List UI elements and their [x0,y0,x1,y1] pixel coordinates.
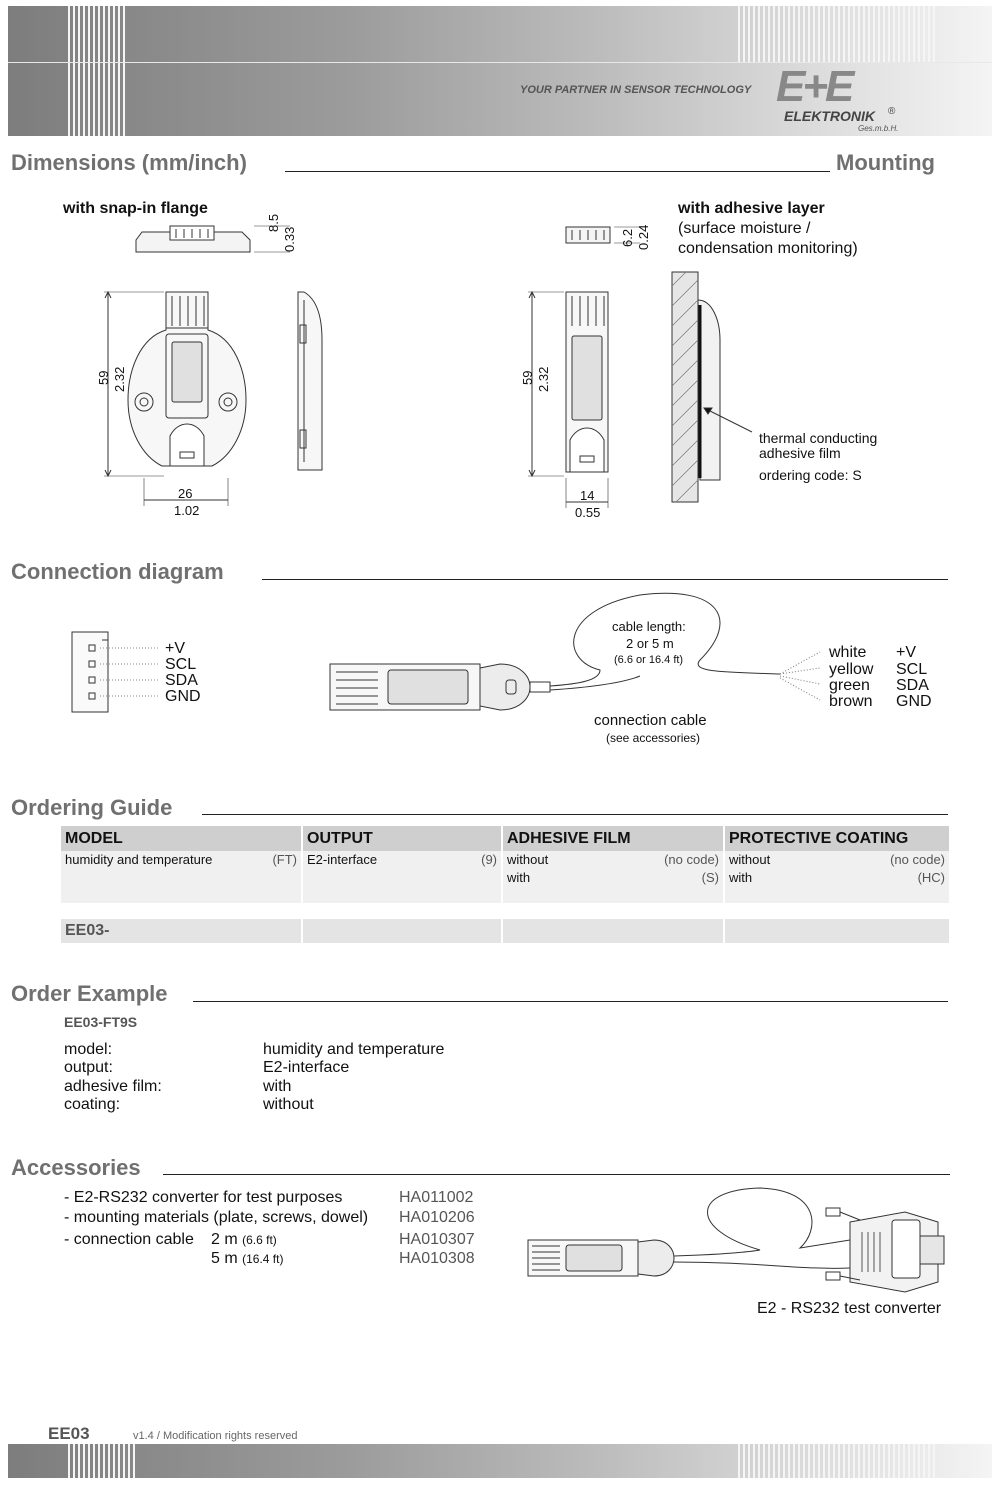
example-value: with [263,1078,292,1095]
pin-label: +V [165,640,186,657]
adh-top-height-in: 0.24 [636,224,651,250]
snap-side-view [298,292,322,470]
sensor-with-cable [330,593,820,710]
converter-caption: E2 - RS232 test converter [757,1300,942,1317]
cell-output [302,851,502,903]
cable-caption-sub: (see accessories) [606,731,701,745]
section-title-connection: Connection diagram [11,559,224,584]
model-code: (FT) [272,852,297,867]
section-title-ordering: Ordering Guide [11,795,173,820]
snap-in-title: with snap-in flange [63,200,208,217]
adh-width-mm: 14 [580,488,595,503]
logo-mark: E+E [776,62,852,111]
logo-name: ELEKTRONIK [784,108,875,124]
wire-signal: SCL [896,661,928,678]
wire-color: brown [829,693,873,710]
adhesive-note-2: adhesive film [759,445,841,461]
example-label: coating: [64,1096,121,1113]
cable-5m-ft: (16.4 ft) [242,1252,284,1266]
wire-color: white [829,644,867,661]
pin-label: SCL [165,656,197,673]
accessory-code: HA011002 [399,1189,474,1206]
header-coating: PROTECTIVE COATING [724,826,949,851]
section-title-order-example: Order Example [11,981,168,1006]
snap-width-mm: 26 [178,486,193,501]
cable-5m [211,1250,283,1268]
example-value: without [263,1096,314,1113]
section-rule [285,171,830,172]
accessory-code: HA010307 [399,1231,475,1248]
cell-model [61,851,302,903]
cell-coating [724,851,949,903]
company-logo [768,62,918,134]
cable-2m-length: 2 m [211,1231,238,1248]
test-converter-drawing [520,1180,950,1300]
cable-length-value: 2 or 5 m [626,636,674,651]
adh-width-in: 0.55 [575,505,601,520]
example-label: output: [64,1059,113,1076]
connector-pinout [72,632,160,712]
adhesive-code: (S) [701,870,719,885]
accessory-item: - E2-RS232 converter for test purposes [64,1189,343,1206]
header-adhesive: ADHESIVE FILM [502,826,724,851]
mounting-wall-view [672,272,752,502]
model-text: humidity and temperature [65,852,213,867]
cable-5m-length: 5 m [211,1250,238,1267]
logo-sub: Ges.m.b.H. [858,124,899,133]
dimension-drawings [0,180,1000,540]
footer-product: EE03 [48,1424,90,1443]
example-value: E2-interface [263,1059,350,1076]
coating-option: with [729,870,753,885]
adhesive-title: with adhesive layer [678,200,825,217]
adhesive-option: without [507,852,549,867]
coating-code: (HC) [917,870,945,885]
example-label: model: [64,1041,113,1058]
wire-signal: GND [896,693,932,710]
output-text: E2-interface [307,852,378,867]
section-rule [163,1174,950,1175]
cable-2m-ft: (6.6 ft) [242,1233,277,1247]
section-title-accessories: Accessories [11,1155,141,1180]
accessory-item: - mounting materials (plate, screws, dowel) [64,1209,369,1226]
wire-signal: +V [896,644,917,661]
adh-length-in: 2.32 [536,366,551,392]
adh-top-height-mm: 6.2 [620,228,635,247]
snap-length-mm: 59 [96,370,111,385]
ordering-table [61,826,949,943]
adhesive-note-3: ordering code: S [759,467,862,483]
cable-2m [211,1231,277,1249]
logo-reg: ® [888,106,896,117]
header-model: MODEL [61,826,302,851]
adhesive-option: with [507,870,531,885]
adhesive-note-1: thermal conducting [759,430,878,446]
cable-length-ft: (6.6 or 16.4 ft) [614,654,684,666]
snap-front-view [104,292,246,506]
adhesive-front-view [528,292,608,508]
snap-width-in: 1.02 [174,503,200,518]
header-banner [8,6,992,136]
adhesive-code: (no code) [664,852,719,867]
footer-banner [8,1444,992,1478]
section-title-dimensions: Dimensions (mm/inch) [11,150,247,175]
cable-length-label: cable length: [612,619,686,634]
snap-top-height-mm: 8.5 [266,213,281,232]
example-label: adhesive film: [64,1078,162,1095]
ordering-options-row [61,851,949,903]
section-title-mounting: Mounting [836,150,935,175]
footer-version: v1.4 / Modification rights reserved [133,1430,298,1442]
cable-caption: connection cable [594,712,707,729]
output-code: (9) [481,852,497,867]
coating-option: without [729,852,771,867]
order-prefix: EE03- [65,922,110,939]
order-example-code: EE03-FT9S [64,1014,138,1030]
cell-adhesive [502,851,724,903]
wire-color: green [829,677,870,694]
accessory-code: HA010206 [399,1209,475,1226]
snap-length-in: 2.32 [112,366,127,392]
pin-label: SDA [165,672,198,689]
pin-label: GND [165,688,201,705]
wire-signal: SDA [896,677,929,694]
example-value: humidity and temperature [263,1041,445,1058]
section-rule [202,814,948,815]
adhesive-subtitle-2: condensation monitoring) [678,240,858,257]
section-rule [262,579,948,580]
coating-code: (no code) [890,852,945,867]
section-rule [193,1001,948,1002]
ordering-code-row [61,919,949,943]
header-output: OUTPUT [302,826,502,851]
accessory-cable: - connection cable [64,1231,194,1248]
snap-top-height-in: 0.33 [282,226,297,252]
ordering-header-row [61,826,949,851]
adhesive-subtitle-1: (surface moisture / [678,220,811,237]
accessory-code: HA010308 [399,1250,475,1267]
ordering-spacer-row [61,903,949,919]
wire-color: yellow [829,661,874,678]
header-tagline: YOUR PARTNER IN SENSOR TECHNOLOGY [520,84,752,96]
adh-length-mm: 59 [520,370,535,385]
